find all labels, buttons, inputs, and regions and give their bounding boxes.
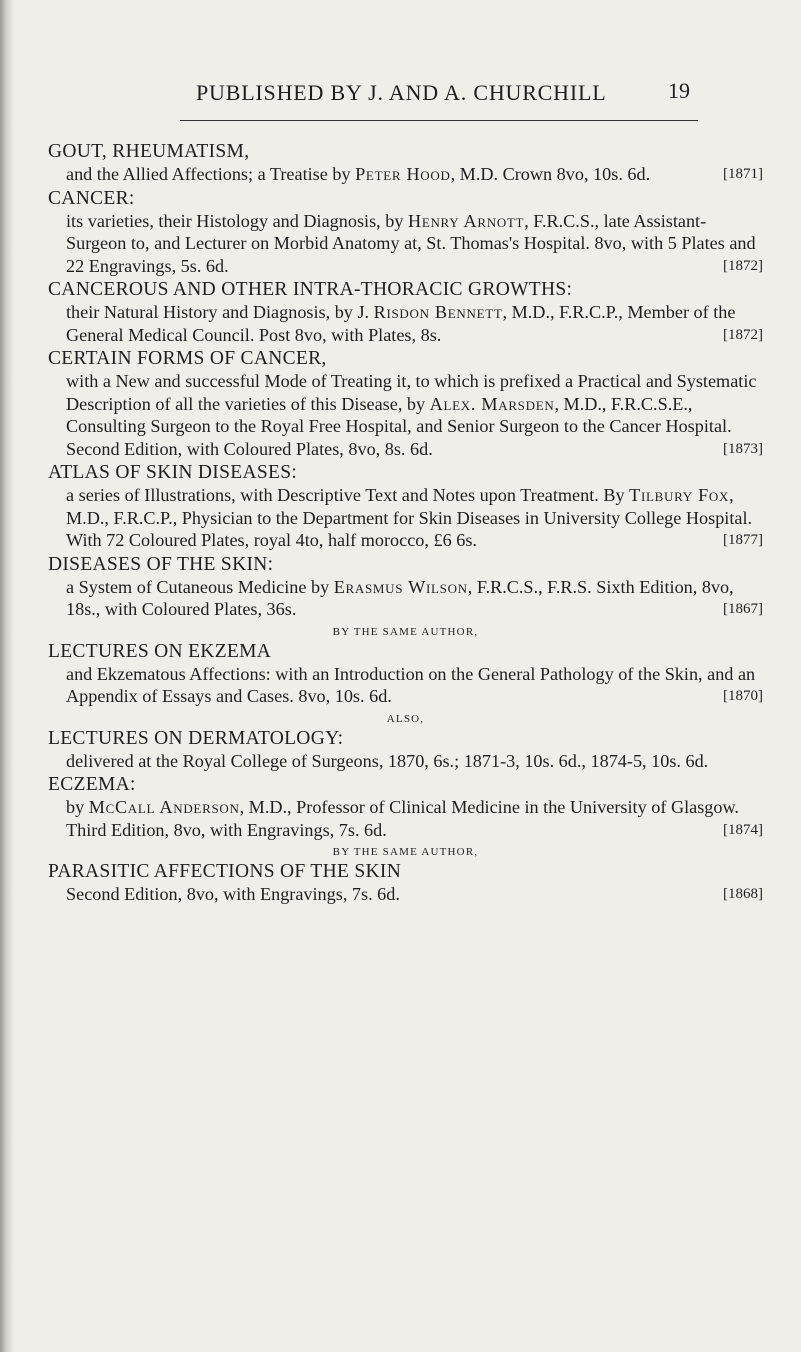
entry-description	[66, 370, 763, 460]
entry-text: Second Edition, 8vo, with Engravings, 7s. 6d.	[66, 884, 400, 904]
entry-text: their Natural History and Diagnosis, by J.	[66, 302, 374, 322]
entry-text: , F.R.C.S., late Assistant-Surgeon to, and Lecturer on Morbid Anatomy at, St. Thomas's Hospital. 8vo, with 5 Plates and 22 Engravings, 5s. 6d.	[66, 210, 756, 276]
entry-author: Tilbury Fox	[629, 485, 730, 505]
entry-year: [1871]	[723, 166, 763, 182]
entry-year: [1873]	[723, 440, 763, 457]
entry-year: [1872]	[723, 257, 763, 274]
entry-text: a series of Illustrations, with Descriptive Text and Notes upon Treatment. By	[66, 485, 630, 505]
page-number: 19	[668, 78, 690, 103]
entry-text: , M.D. Crown 8vo, 10s. 6d.	[450, 164, 651, 184]
catalogue-entry	[48, 347, 763, 460]
entry-text: delivered at the Royal College of Surgeons, 1870, 6s.; 1871-3, 10s. 6d., 1874-5, 10s. 6d.	[66, 750, 709, 771]
catalogue-entry	[48, 844, 763, 906]
catalogue-entries	[48, 140, 763, 907]
entry-author: McCall Anderson	[88, 797, 240, 817]
entry-year: [1867]	[723, 601, 763, 617]
catalogue-entry	[48, 553, 763, 621]
catalogue-entry	[48, 187, 763, 278]
entry-title: CERTAIN FORMS OF CANCER,	[48, 348, 327, 369]
entry-title: ATLAS OF SKIN DISEASES:	[48, 462, 298, 483]
entry-title: LECTURES ON DERMATOLOGY:	[48, 727, 344, 749]
entry-title: CANCER:	[48, 187, 135, 209]
entry-text: and Ekzematous Affections: with an Introduction on the General Pathology of the Skin, and an Appendix of Essays and Cases. 8vo, 10s. 6d.	[66, 663, 756, 706]
entry-description	[66, 883, 763, 906]
entry-text: , M.D., Professor of Clinical Medicine in the University of Glasgow. Third Edition, 8vo, with Engravings, 7s. 6d.	[66, 797, 739, 840]
entry-description	[66, 796, 763, 841]
entry-author: Erasmus Wilson	[333, 576, 468, 597]
entry-year: [1874]	[723, 821, 763, 838]
entry-description	[66, 750, 763, 773]
entry-title: ECZEMA:	[48, 774, 136, 795]
entry-year: [1870]	[723, 688, 763, 704]
entry-title: LECTURES ON EKZEMA	[48, 640, 272, 662]
entry-author: Henry Arnott	[407, 210, 525, 231]
running-title: PUBLISHED BY J. AND A. CHURCHILL	[196, 80, 607, 105]
entry-description	[66, 210, 763, 278]
entry-author: Alex. Marsden	[429, 393, 555, 414]
catalogue-entry	[48, 461, 763, 552]
entry-title: CANCEROUS AND OTHER INTRA-THORACIC GROWTHS:	[48, 279, 573, 300]
entry-text: a System of Cutaneous Medicine by	[66, 576, 334, 597]
entry-description	[66, 663, 763, 708]
entry-text: , M.D., F.R.C.P., Member of the General Medical Council. Post 8vo, with Plates, 8s.	[66, 302, 736, 345]
catalogue-entry	[48, 278, 763, 346]
entry-title: PARASITIC AFFECTIONS OF THE SKIN	[48, 861, 402, 882]
entry-description	[66, 484, 763, 552]
entry-description	[66, 576, 763, 621]
header-rule	[180, 120, 698, 121]
entry-description	[66, 163, 763, 186]
entry-text: and the Allied Affections; a Treatise by	[66, 164, 356, 184]
entry-title: DISEASES OF THE SKIN:	[48, 553, 274, 575]
entry-note: ALSO,	[386, 712, 425, 725]
page-edge-shadow	[0, 0, 14, 1352]
entry-author: Peter Hood	[355, 164, 451, 184]
entry-text: its varieties, their Histology and Diagnosis, by	[66, 210, 408, 231]
entry-text: by	[66, 797, 89, 817]
entry-note: BY THE SAME AUTHOR,	[332, 846, 479, 858]
catalogue-entry	[48, 773, 763, 841]
entry-text: , F.R.C.S., F.R.S. Sixth Edition, 8vo, 18s., with Coloured Plates, 36s.	[66, 576, 734, 619]
entry-year: [1868]	[723, 886, 763, 902]
page-header	[0, 80, 801, 110]
catalogue-entry	[48, 624, 763, 708]
catalogue-entry	[48, 140, 763, 186]
entry-author: Risdon Bennett	[373, 302, 503, 322]
entry-text: , M.D., F.R.C.S.E., Consulting Surgeon to the Royal Free Hospital, and Senior Surgeon to the Cancer Hospital. Second Edition, with Coloured Plates, 8vo, 8s. 6d.	[66, 393, 732, 459]
entry-text: , M.D., F.R.C.P., Physician to the Department for Skin Diseases in University College Hospital. With 72 Coloured Plates, royal 4to, half morocco, £6 6s.	[66, 485, 753, 550]
entry-title: GOUT, RHEUMATISM,	[48, 141, 250, 162]
entry-text: with a New and successful Mode of Treating it, to which is prefixed a Practical and Systematic Description of all the varieties of this Disease, by	[66, 371, 757, 414]
entry-year: [1877]	[723, 532, 763, 548]
entry-note: BY THE SAME AUTHOR,	[332, 625, 479, 638]
entry-description	[66, 301, 763, 346]
catalogue-entry	[48, 711, 763, 773]
entry-year: [1872]	[723, 326, 763, 343]
